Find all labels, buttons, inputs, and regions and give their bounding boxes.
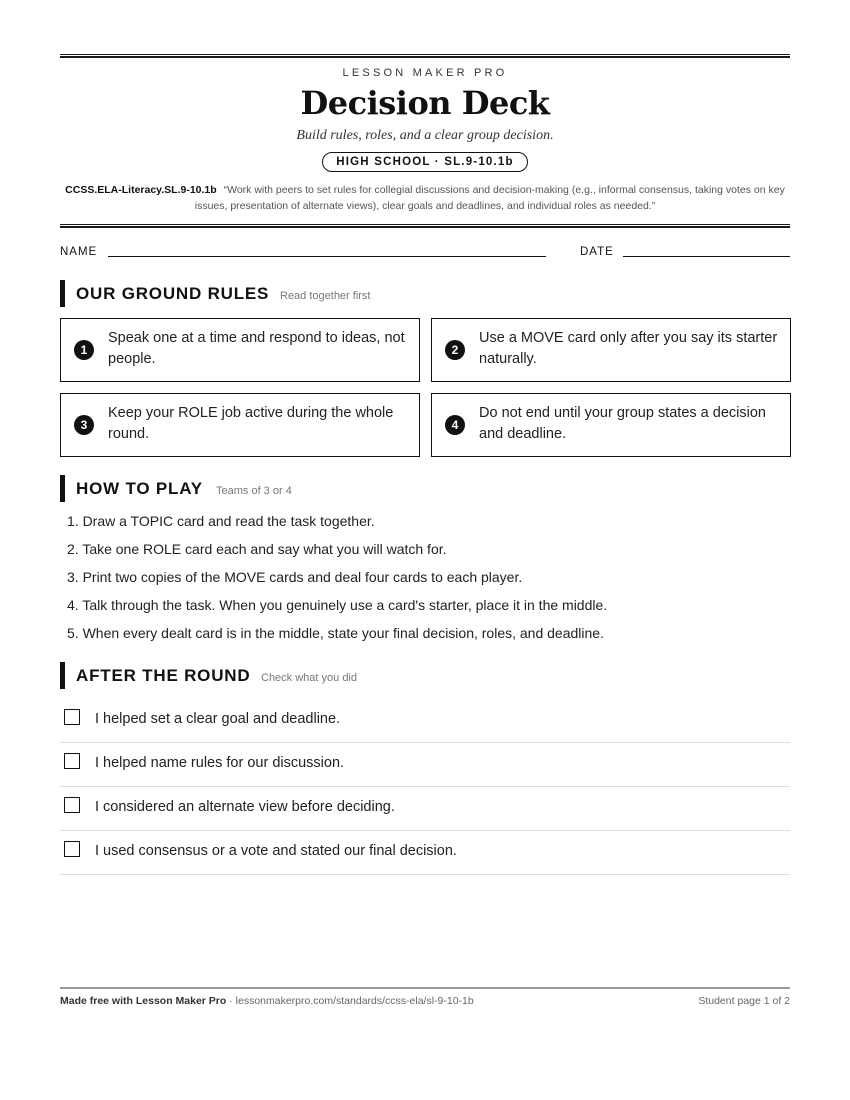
after-round-note: Check what you did — [261, 672, 357, 684]
rule-number: 1 — [74, 340, 94, 360]
checkbox[interactable] — [64, 841, 80, 857]
standard-description — [60, 182, 790, 214]
footer-rule — [60, 987, 790, 989]
ground-rules-heading: OUR GROUND RULES — [76, 284, 270, 303]
header-bottom-rule — [60, 224, 790, 228]
name-label: NAME — [60, 246, 98, 258]
section-bar — [60, 662, 65, 689]
footer-made-with: Made free with Lesson Maker Pro — [60, 995, 227, 1007]
rule-text: Use a MOVE card only after you say its starter naturally. — [479, 330, 778, 367]
step-item: 1. Draw a TOPIC card and read the task together. — [67, 513, 375, 529]
checklist-text: I helped name rules for our discussion. — [95, 755, 345, 771]
rule-number: 3 — [74, 415, 94, 435]
step-item: 5. When every dealt card is in the middle, state your final decision, roles, and deadline. — [67, 625, 604, 641]
after-round-heading: AFTER THE ROUND — [76, 666, 251, 685]
section-bar — [60, 280, 65, 307]
ground-rule-card — [60, 393, 420, 457]
how-to-play-heading: HOW TO PLAY — [76, 479, 203, 498]
checklist-text: I considered an alternate view before deciding. — [95, 799, 395, 815]
step-item: 2. Take one ROLE card each and say what you will watch for. — [67, 541, 447, 557]
checklist-item[interactable] — [60, 699, 790, 743]
section-bar — [60, 475, 65, 502]
checkbox[interactable] — [64, 797, 80, 813]
checklist-item[interactable] — [60, 787, 790, 831]
footer-page-number: Student page 1 of 2 — [698, 995, 790, 1007]
rule-text: Speak one at a time and respond to ideas, not people. — [108, 330, 405, 367]
page-subtitle: Build rules, roles, and a clear group decision. — [296, 128, 554, 143]
checklist-item[interactable] — [60, 831, 790, 875]
name-field[interactable] — [108, 256, 546, 257]
checklist-text: I helped set a clear goal and deadline. — [95, 711, 341, 727]
ground-rule-card — [431, 318, 791, 382]
checkbox[interactable] — [64, 709, 80, 725]
checklist-item[interactable] — [60, 743, 790, 787]
footer — [60, 995, 790, 1007]
step-item: 4. Talk through the task. When you genuinely use a card's starter, place it in the middle. — [67, 597, 608, 613]
ground-rule-card — [60, 318, 420, 382]
checkbox[interactable] — [64, 753, 80, 769]
date-label: DATE — [580, 246, 614, 258]
checklist-text: I used consensus or a vote and stated our final decision. — [95, 843, 457, 859]
standard-code: CCSS.ELA-Literacy.SL.9-10.1b — [65, 184, 217, 196]
step-item: 3. Print two copies of the MOVE cards and deal four cards to each player. — [67, 569, 523, 585]
rule-number: 4 — [445, 415, 465, 435]
footer-url[interactable]: · lessonmakerpro.com/standards/ccss-ela/sl-9-10-1b — [226, 995, 474, 1007]
grade-standard-badge: HIGH SCHOOL · SL.9-10.1b — [322, 152, 527, 172]
brand-name: LESSON MAKER PRO — [342, 67, 508, 79]
date-field[interactable] — [623, 256, 790, 257]
rule-text: Keep your ROLE job active during the whole round. — [108, 405, 394, 442]
steps-list — [67, 510, 787, 650]
standard-text: “Work with peers to set rules for collegial discussions and decision-making (e.g., informal consensus, taking votes on key issues, presentation of alternate views), clear goals and deadlines, and individual roles as needed.” — [194, 184, 785, 212]
rule-text: Do not end until your group states a decision and deadline. — [479, 405, 766, 442]
rule-number: 2 — [445, 340, 465, 360]
ground-rule-card — [431, 393, 791, 457]
page-title: Decision Deck — [300, 84, 550, 122]
ground-rules-note: Read together first — [280, 290, 371, 302]
name-date-row — [60, 246, 790, 262]
how-to-play-note: Teams of 3 or 4 — [216, 485, 292, 497]
top-double-rule — [60, 54, 790, 58]
